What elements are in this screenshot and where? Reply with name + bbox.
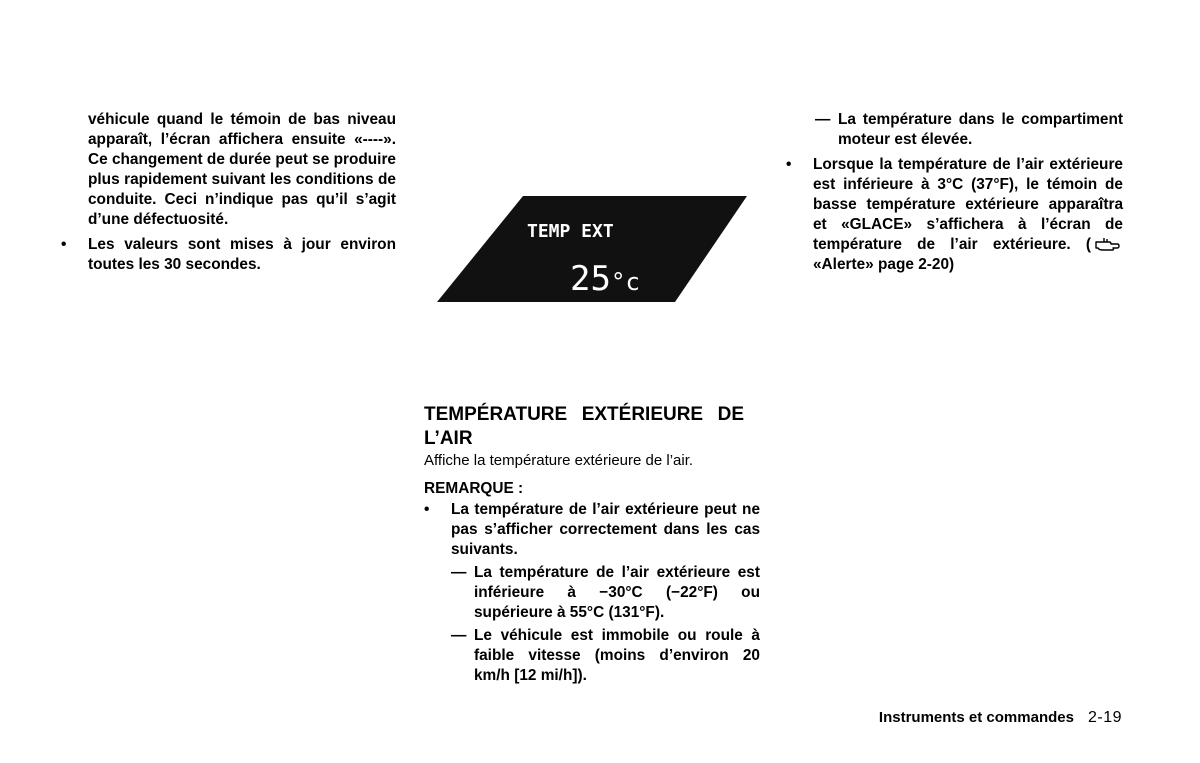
pointing-hand-icon xyxy=(1095,236,1121,252)
bullet-icon: • xyxy=(61,236,67,253)
right-dash-text: La température dans le compartiment moteur est élevée. xyxy=(838,111,1123,148)
left-paragraph: véhicule quand le témoin de bas niveau apparaît, l’écran affichera ensuite «‑‑‑‑». Ce changement de durée peut se produire plus rapidement suivant les conditions de conduite. Ceci n’indique pas qu’il s’agit d’une défectuosité. xyxy=(88,111,396,228)
right-dash-item xyxy=(815,110,1123,150)
remark-dash-text: La température de l’air extérieure est inférieure à −30°C (−22°F) ou supérieure à 55°C (131°F). xyxy=(474,564,760,621)
display-temp-unit: °c xyxy=(611,268,640,296)
right-bullet-text: Lorsque la température de l’air extérieure est inférieure à 3°C (37°F), le témoin de basse température extérieure apparaîtra et «GLACE» s’affichera à l’écran de température de l’air extérieure. ( xyxy=(813,156,1123,253)
remark-label: REMARQUE : xyxy=(424,480,524,497)
display-temp-value: 25 xyxy=(570,259,611,299)
remark-bullet-text: La température de l’air extérieure peut ne pas s’afficher correctement dans les cas suivants. xyxy=(451,501,760,558)
left-bullet-text: Les valeurs sont mises à jour environ toutes les 30 secondes. xyxy=(88,236,396,273)
dash-icon: — xyxy=(451,627,467,644)
section-intro: Affiche la température extérieure de l’air. xyxy=(424,452,694,469)
remark-dash-text: Le véhicule est immobile ou roule à faible vitesse (moins d’environ 20 km/h [12 mi/h]). xyxy=(474,627,760,684)
right-column xyxy=(786,110,1123,275)
bullet-icon: • xyxy=(424,501,430,518)
remark-bullet-item xyxy=(424,500,760,686)
right-bullet-reference: «Alerte» page 2-20) xyxy=(813,256,955,273)
page-footer xyxy=(0,708,1122,728)
remark-dash-item xyxy=(451,626,760,686)
middle-column xyxy=(424,403,760,686)
remark-dash-item xyxy=(451,563,760,623)
temp-display-figure xyxy=(437,194,747,302)
display-label: TEMP EXT xyxy=(527,221,614,242)
bullet-icon: • xyxy=(786,156,792,173)
dash-icon: — xyxy=(451,564,467,581)
left-bullet-item xyxy=(61,235,396,275)
footer-section-title: Instruments et commandes xyxy=(878,709,1074,726)
right-bullet-item xyxy=(786,155,1123,275)
section-heading: TEMPÉRATURE EXTÉRIEURE DE L’AIR xyxy=(424,404,744,449)
page-number: 2-19 xyxy=(1087,709,1122,726)
left-column xyxy=(61,110,396,275)
dash-icon: — xyxy=(815,111,831,128)
